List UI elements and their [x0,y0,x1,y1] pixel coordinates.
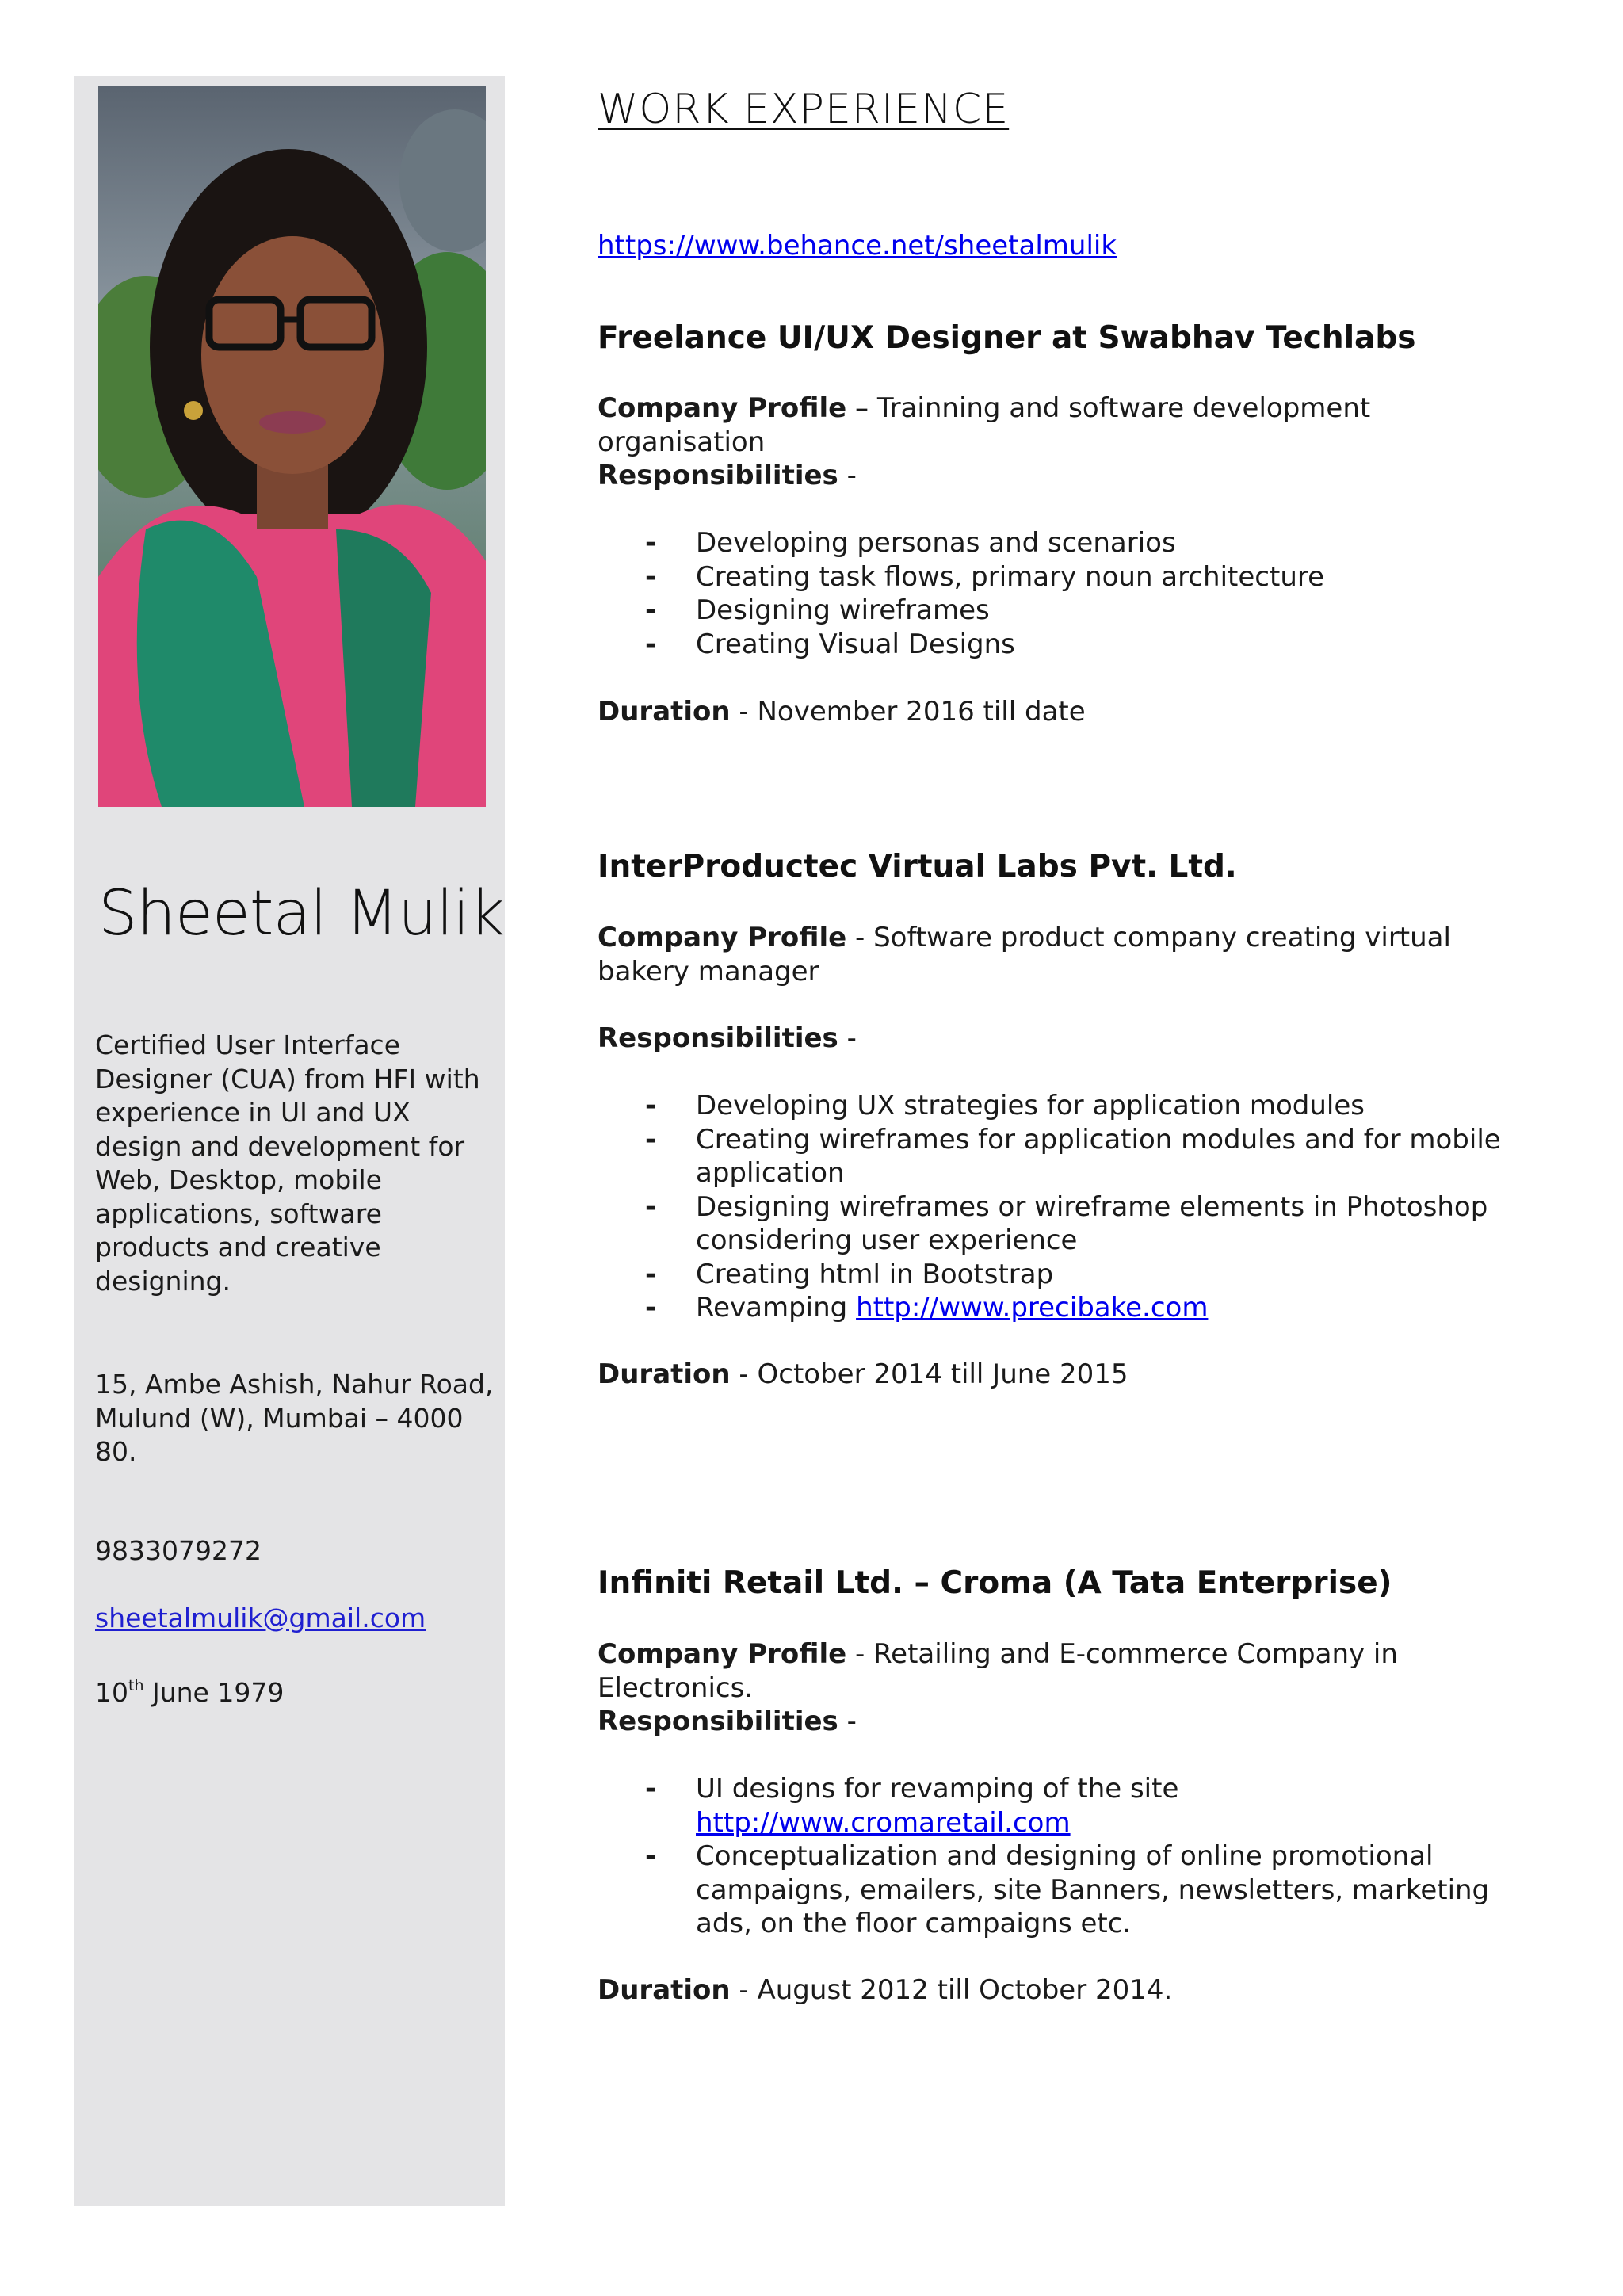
portfolio-line [598,230,1117,262]
profile-photo [98,86,486,807]
profile-photo-image [98,86,486,807]
list-item-text: Creating wireframes for application modules and for mobile application [696,1123,1501,1189]
job-title: Freelance UI/UX Designer at Swabhav Techlabs [598,320,1416,356]
list-item: - Revamping http://www.precibake.com [645,1292,1209,1324]
responsibilities-list [598,1772,1525,1941]
company-profile-text: Trainning and software development organisation [598,392,1371,458]
company-profile [598,921,1541,988]
list-item: - Designing wireframes [645,594,990,626]
list-item-text: Designing wireframes [696,594,990,626]
list-item: - Creating wireframes for application modules and for mobile application [645,1123,1501,1189]
list-item-text: Conceptualization and designing of online promotional campaigns, emailers, site Banners, newsletters, marketing ads, on the floor campaigns etc. [696,1840,1490,1939]
profile-summary: Certified User Interface Designer (CUA) from HFI with experience in UI and UX design and development for Web, Desktop, mobile applications, software products and creative designing. [95,1030,480,1297]
duration-text: August 2012 till October 2014. [757,1974,1173,2006]
profile-separator: - [846,1638,874,1670]
company-profile-text: Retailing and E-commerce Company in Electronics. [598,1638,1398,1704]
duration: Duration - November 2016 till date [598,696,1086,728]
duration-label: Duration [598,696,731,728]
profile-separator: – [846,392,877,424]
responsibilities-list [598,526,1541,661]
list-item: - Conceptualization and designing of online promotional campaigns, emailers, site Banners, newsletters, marketing ads, on the floor campaigns etc. [645,1840,1490,1939]
dob-rest: June 1979 [143,1677,285,1708]
duration-text: October 2014 till June 2015 [757,1358,1128,1390]
list-item: - UI designs for revamping of the site http://www.cromaretail.com [645,1773,1179,1839]
list-item: - Creating task flows, primary noun architecture [645,560,1325,593]
duration: Duration - October 2014 till June 2015 [598,1358,1128,1390]
company-profile-label: Company Profile [598,922,847,953]
list-item-text: Creating task flows, primary noun architecture [696,560,1325,593]
responsibilities-list [598,1089,1525,1325]
list-item-text: UI designs for revamping of the site [696,1773,1179,1805]
company-profile-text: Software product company creating virtual bakery manager [598,922,1451,988]
list-item: - Developing UX strategies for application modules [645,1090,1365,1121]
section-heading: WORK EXPERIENCE [598,86,1010,133]
duration-label: Duration [598,1358,731,1390]
dob-day: 10 [95,1677,128,1708]
responsibilities-heading: Responsibilities - [598,1022,857,1054]
list-item: - Developing personas and scenarios [645,527,1176,559]
list-item-text: Developing UX strategies for application modules [696,1090,1365,1121]
company-profile-label: Company Profile [598,1638,847,1670]
profile-separator: - [846,922,874,953]
job-title: InterProductec Virtual Labs Pvt. Ltd. [598,849,1237,884]
list-item: - Creating Visual Designs [645,628,1015,660]
address: 15, Ambe Ashish, Nahur Road, Mulund (W), Mumbai – 4000 80. [95,1369,494,1467]
company-profile-label: Company Profile [598,392,847,424]
duration: Duration - August 2012 till October 2014. [598,1974,1173,2006]
dob-suffix: th [128,1677,144,1694]
company-profile [598,392,1541,459]
list-item-text: Revamping [696,1292,857,1324]
responsibilities-label: Responsibilities [598,1706,838,1737]
email-line [95,1602,491,1636]
candidate-name: Sheetal Mulik [98,878,505,949]
cromaretail-link[interactable]: http://www.cromaretail.com [696,1806,1071,1839]
responsibilities-heading: Responsibilities - [598,1706,857,1737]
list-item-text: Designing wireframes or wireframe elements in Photoshop considering user experience [696,1190,1488,1256]
duration-label: Duration [598,1974,731,2006]
list-item-text: Developing personas and scenarios [696,527,1176,559]
duration-text: November 2016 till date [757,696,1086,728]
responsibilities-label: Responsibilities [598,460,838,491]
responsibilities-label: Responsibilities [598,1022,838,1054]
list-item-text: Creating html in Bootstrap [696,1258,1054,1290]
phone-number: 9833079272 [95,1535,262,1566]
portfolio-link[interactable]: https://www.behance.net/sheetalmulik [598,230,1117,262]
list-item: - Creating html in Bootstrap [645,1258,1054,1290]
list-item: - Designing wireframes or wireframe elements in Photoshop considering user experience [645,1190,1488,1256]
responsibilities-heading: Responsibilities - [598,460,857,491]
job-title: Infiniti Retail Ltd. – Croma (A Tata Enterprise) [598,1565,1392,1601]
date-of-birth [95,1669,491,1710]
precibake-link[interactable]: http://www.precibake.com [856,1292,1209,1324]
list-item-text: Creating Visual Designs [696,628,1015,660]
company-profile [598,1637,1541,1705]
email-link[interactable]: sheetalmulik@gmail.com [95,1603,426,1633]
